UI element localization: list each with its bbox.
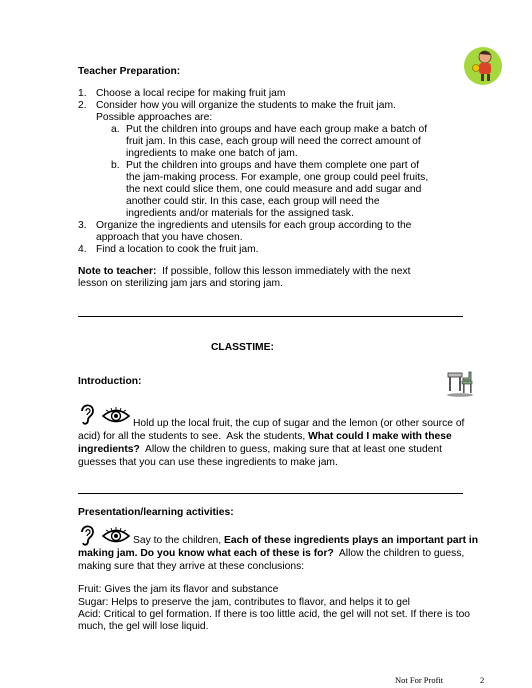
- sublist-letter: a.: [111, 124, 120, 135]
- presentation-text-line: [78, 548, 464, 560]
- note-label: Note to teacher:: [78, 266, 157, 277]
- presentation-question-continued: making jam. Do you know what each of these is for?: [78, 548, 334, 559]
- presentation-heading: Presentation/learning activities:: [78, 507, 234, 518]
- introduction-text-line: [78, 431, 452, 443]
- list-item: Choose a local recipe for making fruit jam: [96, 88, 286, 99]
- person-with-fruit-icon: [463, 46, 503, 86]
- ear-icon: [78, 522, 96, 548]
- eye-icon: [101, 527, 131, 545]
- teacher-preparation-heading: Teacher Preparation:: [78, 66, 181, 77]
- conclusion-acid-continued: much, the gel will lose liquid.: [78, 621, 209, 632]
- teacher-note: [78, 266, 411, 278]
- sublist-item-continued: ingredients to make one batch of jam.: [126, 148, 298, 159]
- conclusion-acid: Acid: Critical to gel formation. If there is too little acid, the gel will not set. If there is too: [78, 609, 471, 620]
- list-item-continued: approach that you have chosen.: [96, 232, 243, 243]
- introduction-heading: Introduction:: [78, 376, 142, 387]
- desk-and-chair-icon: [445, 368, 475, 398]
- footer-label: Not For Profit: [395, 675, 444, 685]
- intro-plain: acid) for all the students to see. Ask the students,: [78, 431, 309, 442]
- classtime-heading: CLASSTIME:: [211, 342, 274, 353]
- presentation-plain: Say to the children,: [133, 535, 225, 546]
- presentation-plain: Allow the children to guess,: [333, 548, 465, 559]
- teacher-note-continued: lesson on sterilizing jam jars and storing jam.: [78, 278, 283, 289]
- list-number: 2.: [78, 100, 87, 111]
- sublist-item-continued: the next could slice them, one could measure and add sugar and: [126, 184, 422, 195]
- introduction-text-line: guesses that you can use these ingredients to make jam.: [78, 457, 338, 468]
- sublist-item: Put the children into groups and have them complete one part of: [126, 160, 420, 171]
- presentation-text-line: making sure that they arrive at these conclusions:: [78, 561, 305, 572]
- note-text: If possible, follow this lesson immediately with the next: [156, 266, 411, 277]
- list-item: Organize the ingredients and utensils for each group according to the: [96, 220, 412, 231]
- introduction-text: Hold up the local fruit, the cup of sugar and the lemon (or other source of: [133, 418, 465, 429]
- intro-question-continued: ingredients?: [78, 444, 140, 455]
- sublist-item-continued: fruit jam. In this case, each group will need the correct amount of: [126, 136, 421, 147]
- section-divider: [78, 316, 463, 317]
- sublist-letter: b.: [111, 160, 120, 171]
- intro-question: What could I make with these: [308, 431, 452, 442]
- intro-plain: Allow the children to guess, making sure that at least one student: [139, 444, 443, 455]
- sublist-item: Put the children into groups and have each group make a batch of: [126, 124, 428, 135]
- presentation-text-line: [133, 535, 478, 547]
- section-divider: [78, 493, 463, 494]
- page-number: 2: [480, 675, 485, 685]
- presentation-question: Each of these ingredients plays an important part in: [224, 535, 479, 546]
- sublist-item-continued: another could stir. In this case, each group will need the: [126, 196, 380, 207]
- sublist-item-continued: the jam-making process. For example, one group could peel fruits,: [126, 172, 429, 183]
- list-number: 4.: [78, 244, 87, 255]
- list-item: Find a location to cook the fruit jam.: [96, 244, 259, 255]
- sublist-item-continued: ingredients and/or materials for the assigned task.: [126, 208, 354, 219]
- list-number: 3.: [78, 220, 87, 231]
- list-number: 1.: [78, 88, 87, 99]
- ear-icon: [78, 401, 96, 427]
- conclusion-fruit: Fruit: Gives the jam its flavor and substance: [78, 584, 279, 595]
- conclusion-sugar: Sugar: Helps to preserve the jam, contributes to flavor, and helps it to gel: [78, 597, 410, 608]
- eye-icon: [101, 407, 131, 425]
- introduction-text-line: [78, 444, 442, 456]
- list-item-continued: Possible approaches are:: [96, 112, 213, 123]
- list-item: Consider how you will organize the students to make the fruit jam.: [96, 100, 396, 111]
